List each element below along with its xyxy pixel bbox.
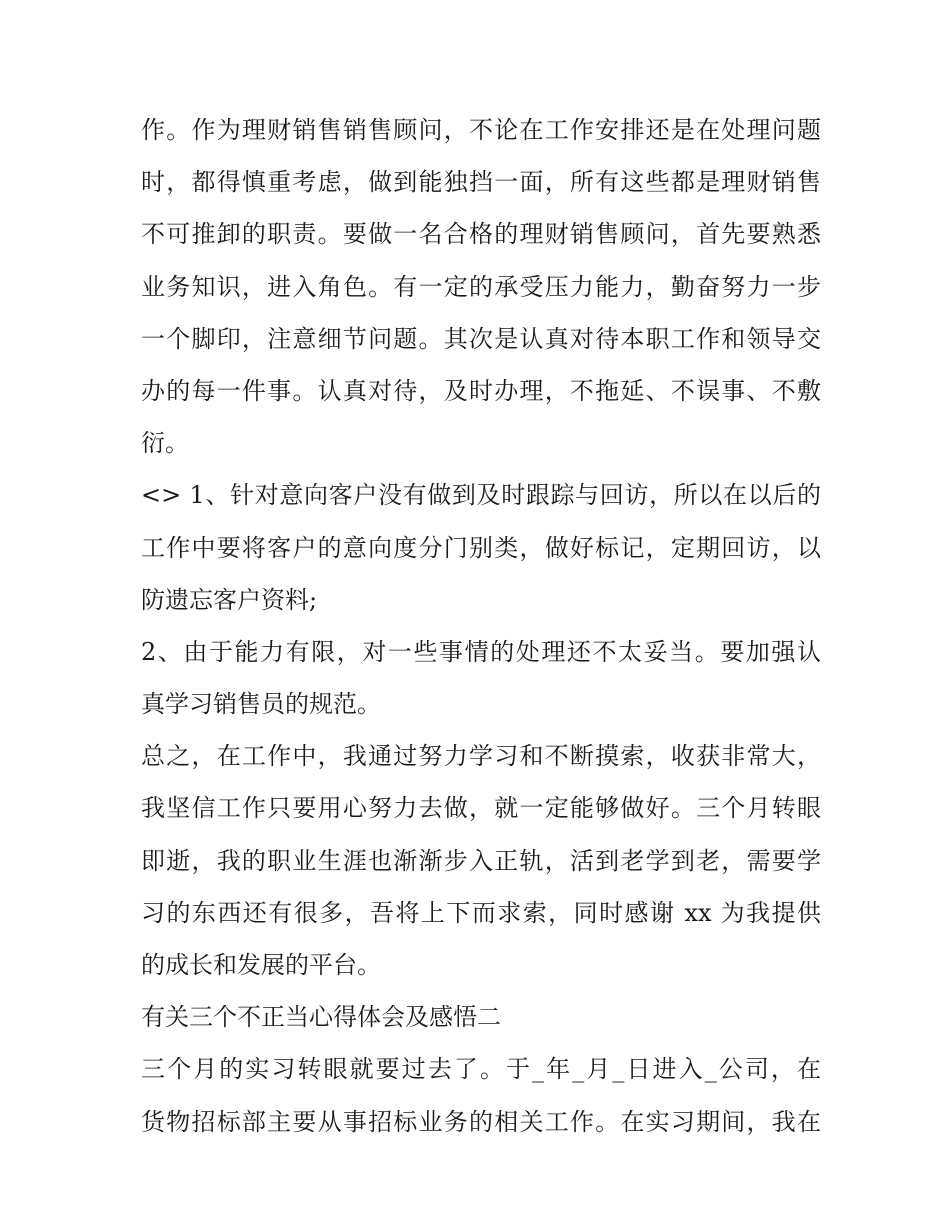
text-line: 即逝，我的职业生涯也渐渐步入正轨，活到老学到老，需要学 (141, 846, 821, 875)
text-line: 2、由于能力有限，对一些事情的处理还不太妥当。要加强认 (141, 637, 821, 666)
section-heading: 有关三个不正当心得体会及感悟二 (141, 1003, 501, 1032)
text-line: 三个月的实习转眼就要过去了。于_年_月_日进入_公司，在 (141, 1055, 821, 1084)
text-line: 不可推卸的职责。要做一名合格的理财销售顾问，首先要熟悉 (141, 220, 821, 249)
text-line: 业务知识，进入角色。有一定的承受压力能力，勤奋努力一步 (141, 272, 821, 301)
text-line: 一个脚印，注意细节问题。其次是认真对待本职工作和领导交 (141, 324, 821, 353)
text-line: 总之，在工作中，我通过努力学习和不断摸索，收获非常大， (141, 742, 821, 771)
text-line: 办的每一件事。认真对待，及时办理，不拖延、不误事、不敷 (141, 376, 821, 405)
text-line: <> 1、针对意向客户没有做到及时跟踪与回访，所以在以后的 (141, 481, 821, 510)
body-text (141, 104, 821, 1148)
text-line: 工作中要将客户的意向度分门别类，做好标记，定期回访，以 (141, 533, 821, 562)
text-line: 真学习销售员的规范。 (141, 690, 381, 719)
text-line: 防遗忘客户资料; (141, 585, 318, 614)
text-line: 的成长和发展的平台。 (141, 951, 381, 979)
text-line: 衍。 (141, 429, 189, 458)
text-line: 时，都得慎重考虑，做到能独挡一面，所有这些都是理财销售 (141, 168, 821, 197)
text-line: 作。作为理财销售销售顾问，不论在工作安排还是在处理问题 (141, 116, 821, 144)
text-line: 习的东西还有很多，吾将上下而求索，同时感谢 xx 为我提供 (141, 898, 821, 927)
text-line: 我坚信工作只要用心努力去做，就一定能够做好。三个月转眼 (141, 794, 821, 823)
text-line: 货物招标部主要从事招标业务的相关工作。在实习期间，我在 (141, 1107, 821, 1136)
